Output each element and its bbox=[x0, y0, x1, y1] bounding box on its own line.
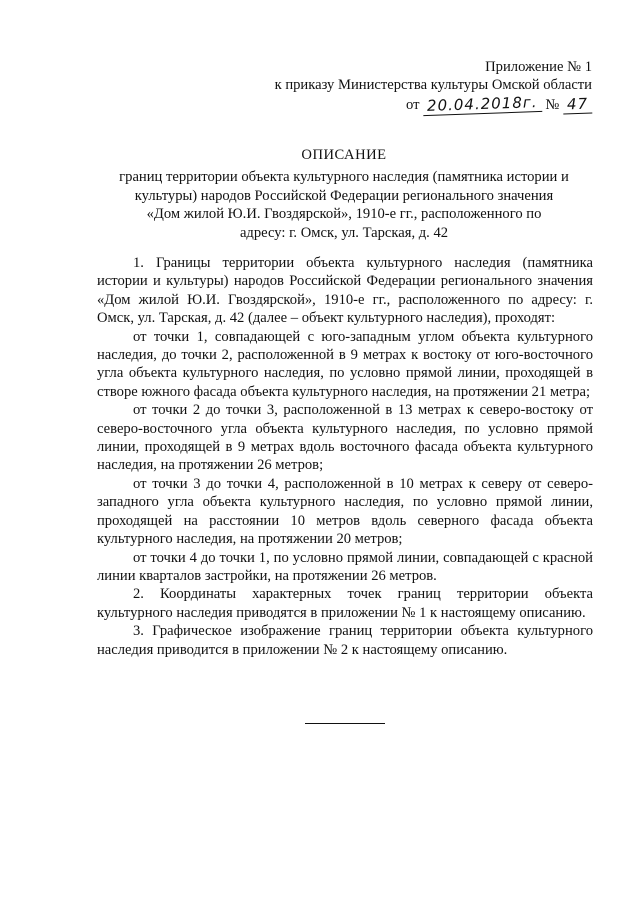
title-line-2: культуры) народов Российской Федерации регионального значения bbox=[134, 187, 554, 204]
number-prefix: № bbox=[545, 96, 560, 113]
date-number-line bbox=[212, 92, 592, 115]
order-reference: к приказу Министерства культуры Омской области bbox=[274, 77, 592, 94]
paragraph-boundary-2-3: от точки 2 до точки 3, расположенной в 13 метрах к северо-востоку от северо-восточного угла объекта культурного наследия, по условно прямой линии, проходящей в 9 метрах вдоль восточного фасада объекта культурного наследия, на протяжении 26 метров; bbox=[97, 402, 593, 474]
paragraph-boundary-4-1: от точки 4 до точки 1, по условно прямой линии, совпадающей с красной линии кварталов застройки, на протяжении 26 метров. bbox=[97, 549, 593, 584]
paragraph-boundary-1-2: от точки 1, совпадающей с юго-западным углом объекта культурного наследия, до точки 2, расположенной в 9 метрах к востоку от юго-восточного угла объекта культурного наследия, по условно прямой линии, проходящей в створе южного фасада объекта культурного наследия, на протяжении 21 метра; bbox=[97, 328, 593, 400]
handwritten-number: 47 bbox=[563, 94, 593, 114]
appendix-label: Приложение № 1 bbox=[485, 59, 592, 75]
paragraph-1: 1. Границы территории объекта культурного наследия (памятника истории и культуры) народов Российской Федерации регионального значения «Дом жилой Ю.И. Гвоздярской», 1910-е гг., расположенного по адресу: г. Омск, ул. Тарская, д. 42 (далее – объект культурного наследия), проходят: bbox=[97, 255, 593, 327]
title-line-4: адресу: г. Омск, ул. Тарская, д. 42 bbox=[239, 224, 449, 241]
handwritten-date: 20.04.2018г. bbox=[423, 93, 542, 117]
title-block bbox=[96, 146, 592, 242]
paragraph-2: 2. Координаты характерных точек границ территории объекта культурного наследия приводятся в приложении № 1 к настоящему описанию. bbox=[97, 586, 593, 621]
document-body bbox=[97, 254, 593, 659]
date-prefix: от bbox=[405, 96, 420, 113]
document-header bbox=[212, 58, 592, 114]
paragraph-3: 3. Графическое изображение границ территории объекта культурного наследия приводится в приложении № 2 к настоящему описанию. bbox=[97, 623, 593, 658]
end-separator bbox=[305, 723, 385, 724]
paragraph-boundary-3-4: от точки 3 до точки 4, расположенной в 10 метрах к северу от северо-западного угла объекта культурного наследия, по условно прямой линии, проходящей на расстоянии 10 метров вдоль северного фасада объекта культурного наследия, на протяжении 20 метров; bbox=[97, 475, 593, 548]
title-line-1: границ территории объекта культурного наследия (памятника истории и bbox=[119, 169, 569, 186]
title-line-3: «Дом жилой Ю.И. Гвоздярской», 1910-е гг., расположенного по bbox=[146, 206, 542, 223]
document-title: ОПИСАНИЕ bbox=[301, 147, 387, 163]
